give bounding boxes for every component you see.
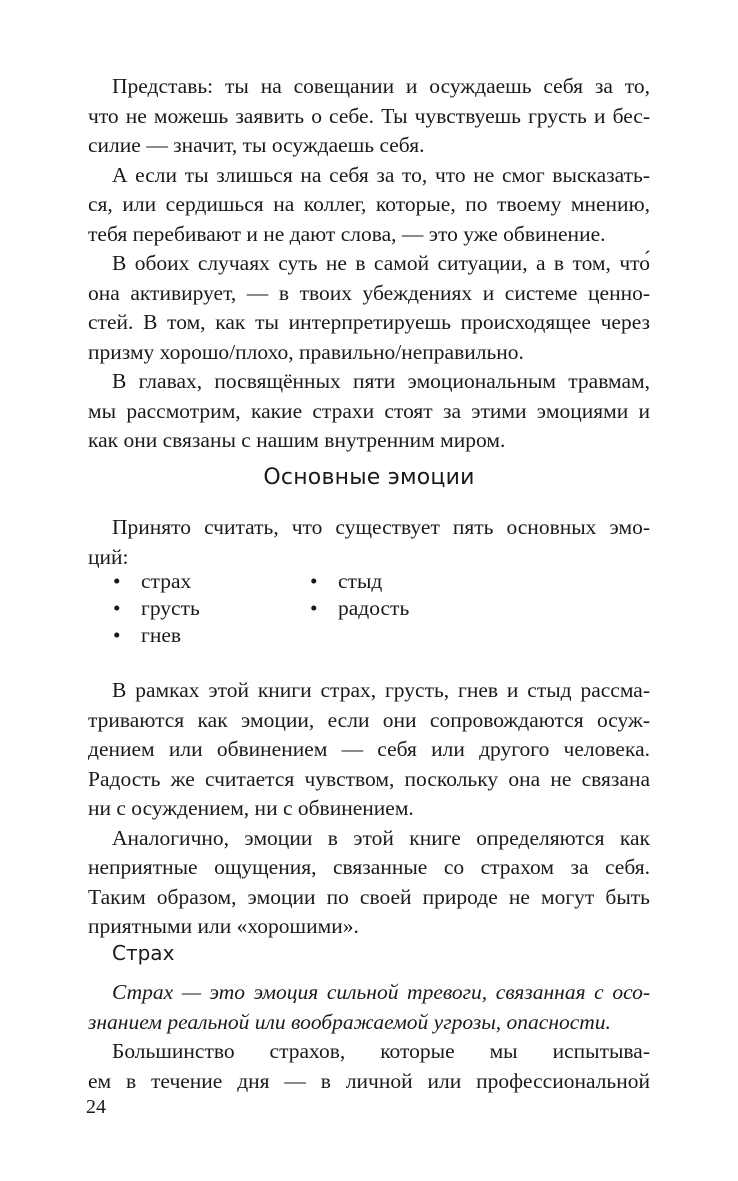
text-line: неприятные ощущения, связанные со страхом за себя.	[88, 855, 650, 879]
subsection-heading: Страх	[112, 941, 175, 965]
text-line: дением или обвинением — себя или другого человека.	[88, 737, 650, 761]
list-item	[310, 595, 409, 622]
text-line: знанием реальной или воображаемой угрозы, опасности.	[88, 1009, 611, 1034]
definition	[88, 978, 650, 1037]
section-heading: Основные эмоции	[263, 465, 475, 490]
paragraph-5	[88, 513, 650, 572]
paragraph-8	[88, 1037, 650, 1096]
paragraph-7	[88, 824, 650, 942]
text-line: Представь: ты на совещании и осуждаешь себя за то,	[112, 74, 650, 98]
page-number: 24	[86, 1096, 106, 1118]
text-line: А если ты злишься на себя за то, что не смог высказать-	[112, 162, 650, 187]
text-line: ций:	[88, 544, 129, 569]
text-line: Большинство страхов, которые мы испытыва-	[112, 1039, 650, 1063]
list-item	[310, 568, 409, 595]
list-item-label: радость	[338, 596, 410, 620]
text-line: силие — значит, ты осуждаешь себя.	[88, 133, 425, 157]
bullet-icon: •	[113, 596, 121, 620]
text-line: тебя перебивают и не дают слова, — это уже обвинение.	[88, 221, 606, 246]
list-item	[113, 568, 200, 595]
bullet-icon: •	[113, 623, 121, 647]
list-item	[113, 595, 200, 622]
emotions-list-left	[113, 568, 200, 649]
paragraph-6	[88, 676, 650, 824]
emotions-list-right	[310, 568, 409, 622]
text-line: Радость же считается чувством, поскольку она не связана	[88, 766, 650, 791]
text-line: Таким образом, эмоции по своей природе не могут быть	[88, 884, 650, 909]
text-line: что не можешь заявить о себе. Ты чувствуешь грусть и бес-	[88, 103, 650, 128]
text-line: приятными или «хорошими».	[88, 914, 359, 938]
text-line: В главах, посвящённых пяти эмоциональным травмам,	[112, 369, 650, 393]
text-line: ни с осуждением, ни с обвинением.	[88, 796, 414, 820]
bullet-icon: •	[113, 569, 121, 593]
paragraph-2	[88, 161, 650, 250]
text-line: ем в течение дня — в личной или профессиональной	[88, 1068, 650, 1093]
text-line: триваются как эмоции, если они сопровождаются осуж-	[88, 707, 650, 732]
list-item	[113, 622, 200, 649]
paragraph-3	[88, 249, 650, 367]
text-line: Принято считать, что существует пять основных эмо-	[112, 515, 650, 539]
list-item-label: гнев	[141, 623, 182, 647]
text-line: стей. В том, как ты интерпретируешь происходящее через	[88, 310, 650, 334]
text-line: как они связаны с нашим внутренним миром.	[88, 428, 506, 452]
text-line: мы рассмотрим, какие страхи стоят за этими эмоциями и	[88, 398, 650, 423]
text-line: призму хорошо/плохо, правильно/неправильно.	[88, 339, 524, 364]
list-item-label: страх	[141, 569, 192, 593]
list-item-label: стыд	[338, 569, 383, 593]
text-line: В рамках этой книги страх, грусть, гнев и стыд рассма-	[112, 678, 650, 702]
bullet-icon: •	[310, 596, 318, 620]
text-line: ся, или сердишься на коллег, которые, по твоему мнению,	[88, 192, 650, 216]
list-item-label: грусть	[141, 596, 200, 620]
text-line: Страх — это эмоция сильной тревоги, связанная с осо-	[112, 980, 650, 1004]
text-line: В обоих случаях суть не в самой ситуации, а в том, что́	[112, 251, 650, 275]
bullet-icon: •	[310, 569, 318, 593]
paragraph-4	[88, 367, 650, 456]
text-line: она активирует, — в твоих убеждениях и системе ценно-	[88, 280, 650, 305]
paragraph-1	[88, 72, 650, 161]
text-line: Аналогично, эмоции в этой книге определяются как	[112, 825, 650, 850]
